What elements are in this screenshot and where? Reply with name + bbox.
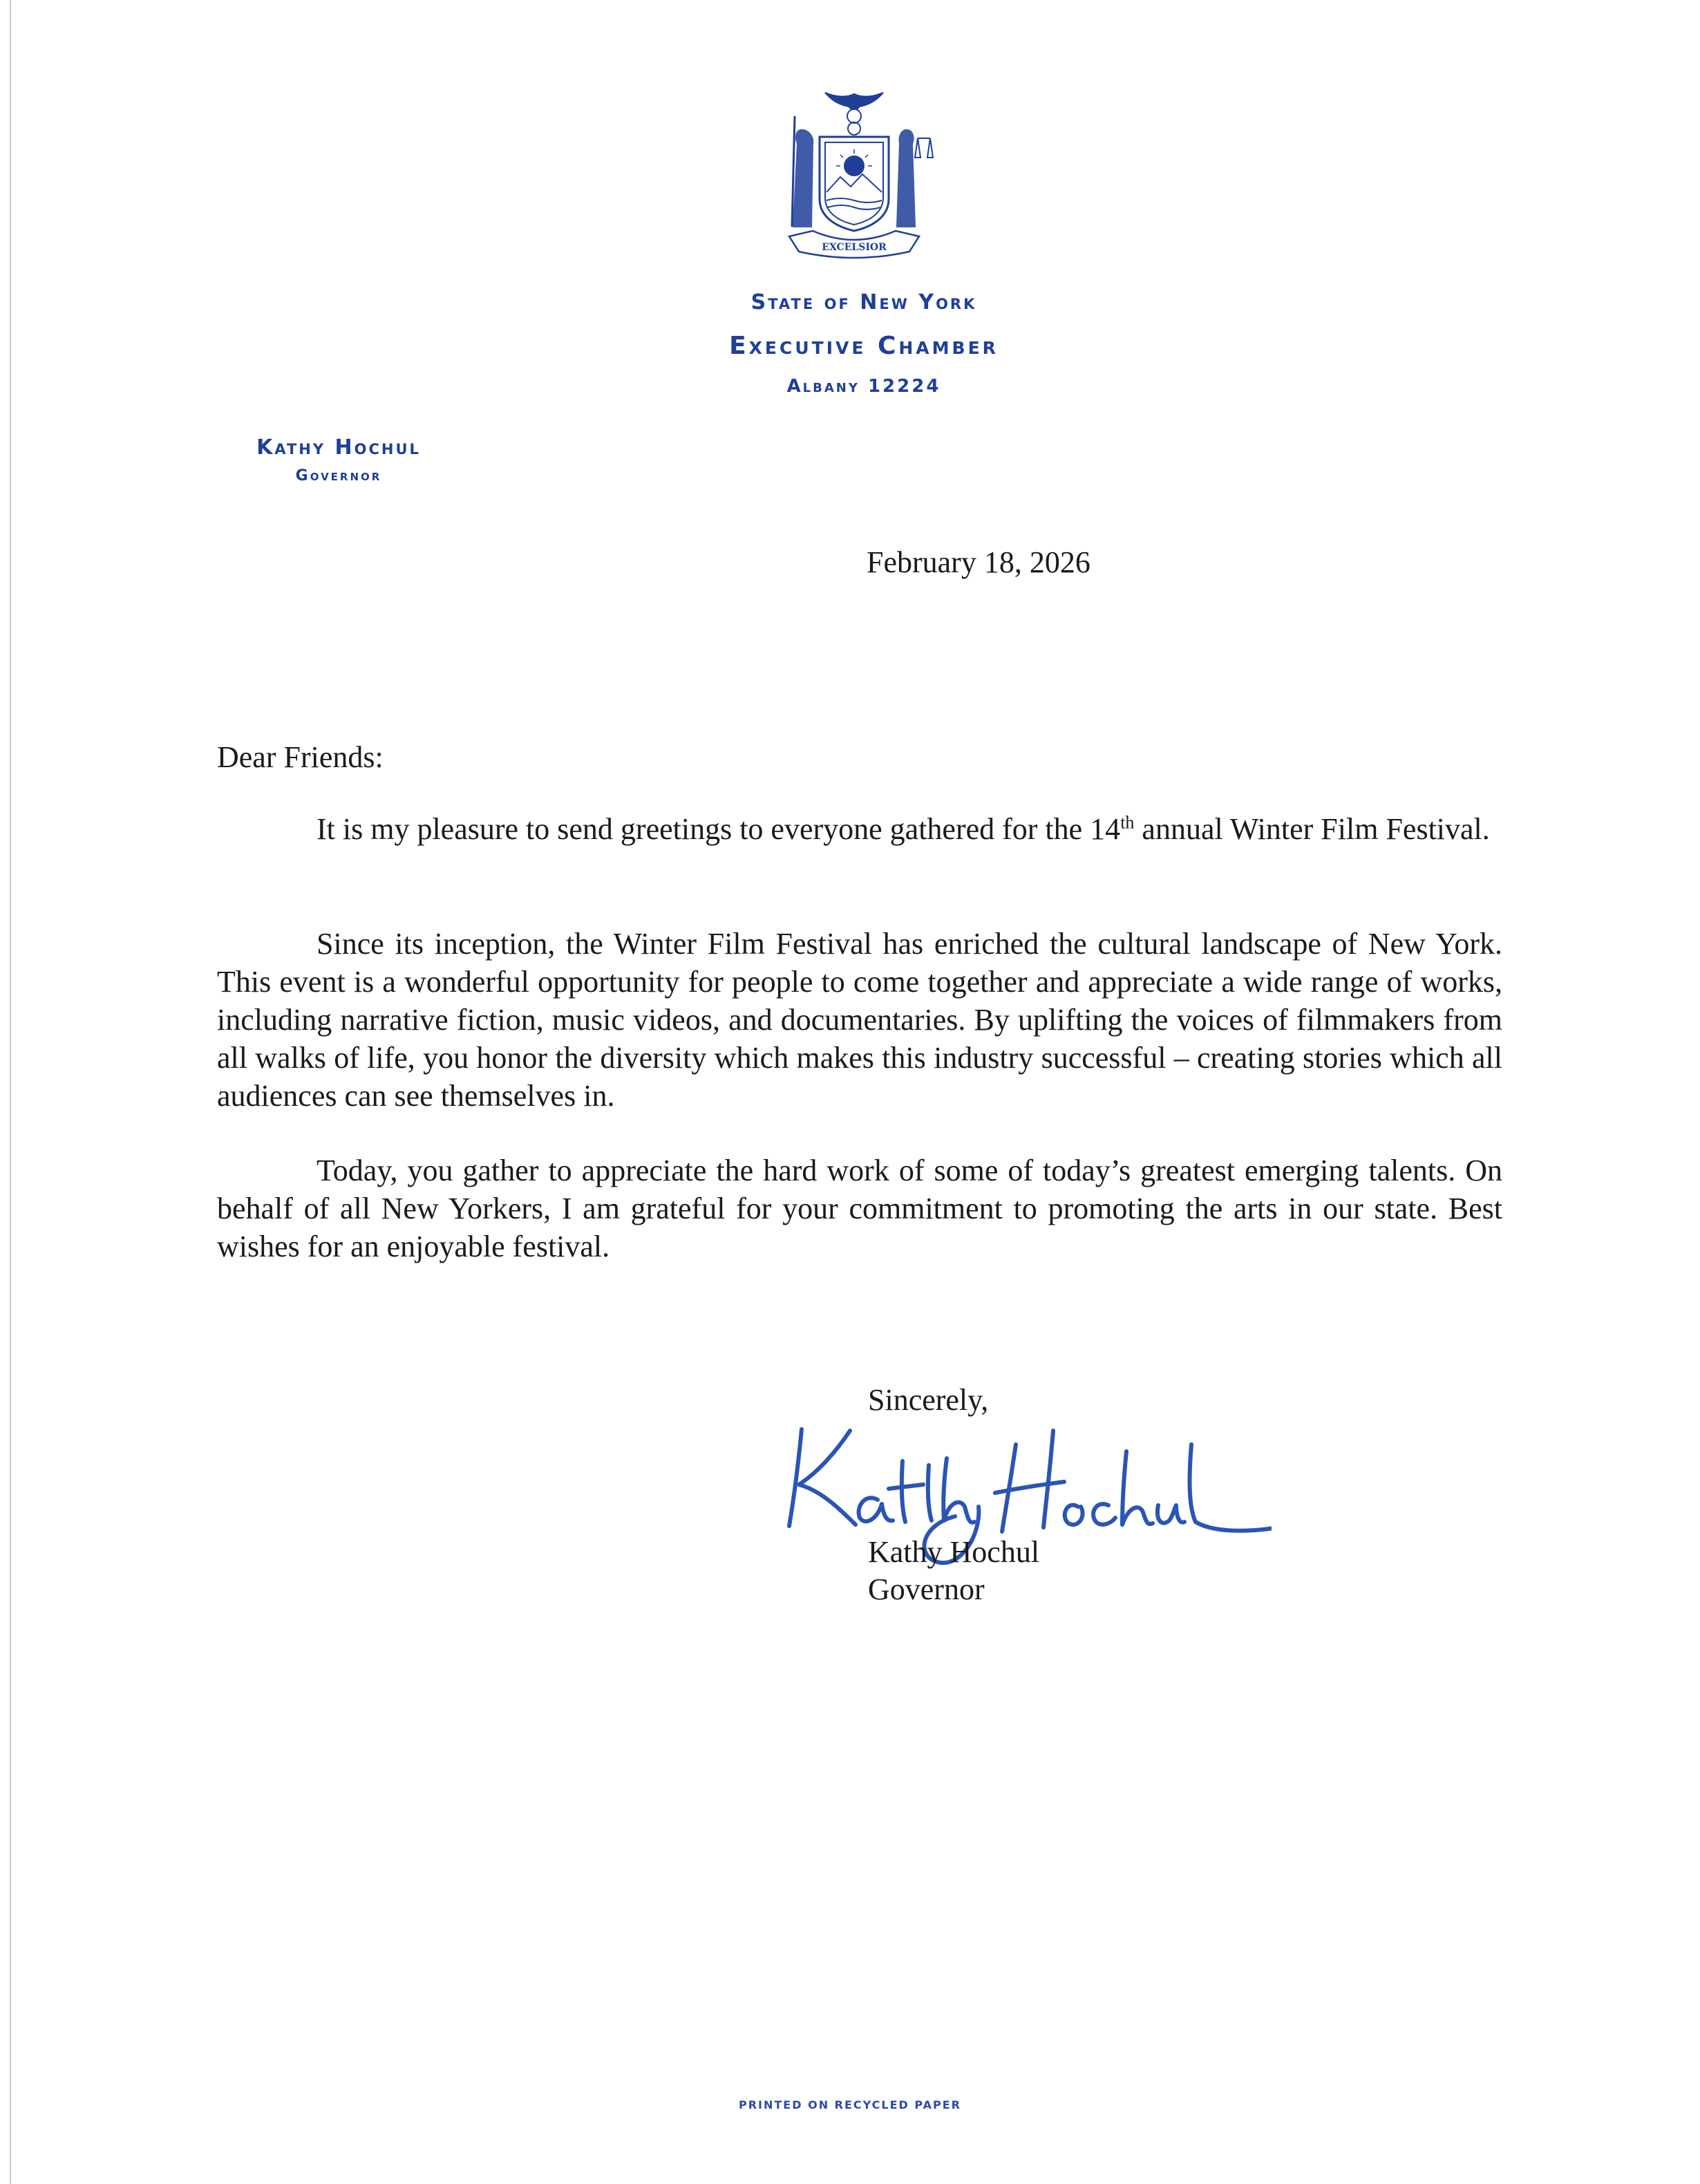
paragraph-1 [217, 810, 1502, 848]
paragraph-3: Today, you gather to appreciate the hard work of some of today’s greatest emerging talents. On behalf of all New Yorkers, I am grateful for your commitment to promoting the arts in our state. Best wishes for an enjoyable festival. [217, 1154, 1502, 1263]
letterhead-state: State of New York [750, 290, 977, 314]
footer-recycled-note: PRINTED ON RECYCLED PAPER [739, 2098, 961, 2111]
paragraph-1-text-end: annual Winter Film Festival. [1134, 812, 1490, 846]
letterhead-chamber: Executive Chamber [729, 332, 999, 360]
governor-name: Kathy Hochul [256, 435, 421, 460]
closing: Sincerely, [868, 1383, 989, 1417]
page-edge-line [10, 0, 11, 2184]
state-seal-icon [771, 88, 937, 268]
signer-name: Kathy Hochul [868, 1535, 1040, 1569]
letterhead-address: Albany 12224 [786, 376, 941, 397]
signer-title: Governor [868, 1572, 985, 1606]
paragraph-2: Since its inception, the Winter Film Festival has enriched the cultural landscape of New York. This event is a wonderful opportunity for people to come together and appreciate a wide range of works, including narrative fiction, music videos, and documentaries. By uplifting the voices of filmmakers from all walks of life, you honor the diversity which makes this industry successful – creating stories which all audiences can see themselves in. [217, 927, 1502, 1113]
paragraph-1-text: It is my pleasure to send greetings to everyone gathered for the 14 [317, 812, 1121, 846]
ordinal-suffix: th [1120, 812, 1135, 833]
seal-motto: EXCELSIOR [822, 242, 887, 253]
salutation: Dear Friends: [217, 740, 384, 774]
governor-title: Governor [295, 467, 382, 484]
letter-date: February 18, 2026 [867, 545, 1090, 579]
